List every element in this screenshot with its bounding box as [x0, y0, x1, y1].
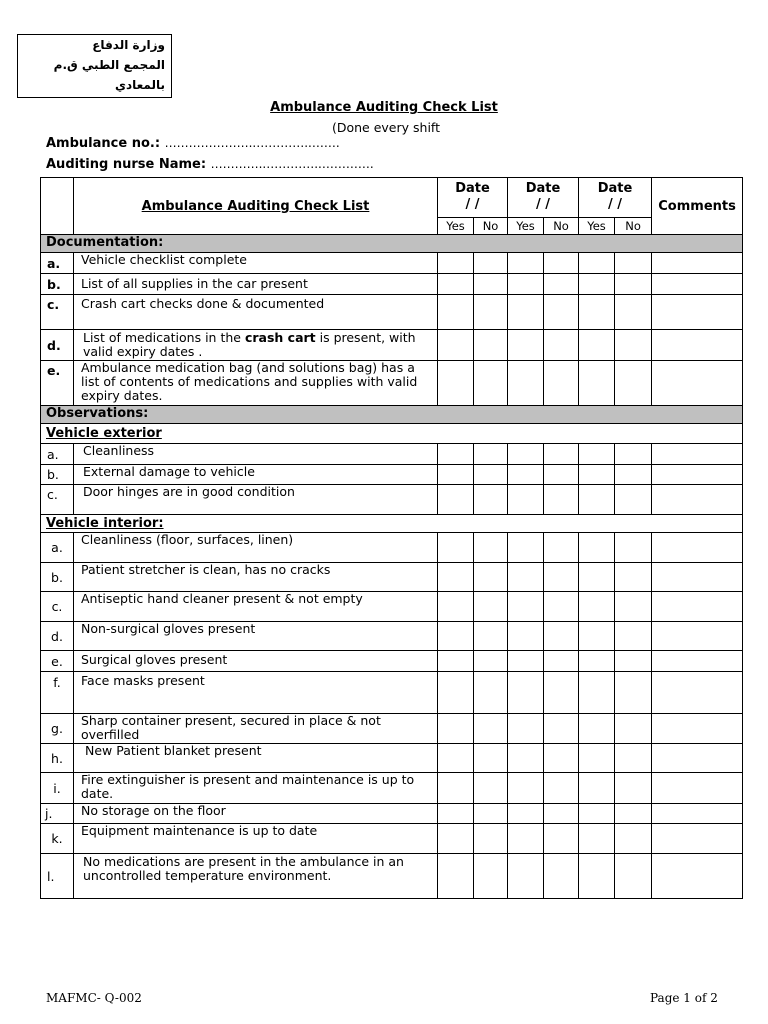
yes-checkbox-cell[interactable]	[579, 444, 615, 465]
item-text: Fire extinguisher is present and maintenance is up to date.	[74, 773, 438, 804]
table-header-title: Ambulance Auditing Check List	[74, 178, 438, 235]
item-letter: e.	[41, 361, 74, 406]
item-text: Non-surgical gloves present	[74, 622, 438, 651]
no-checkbox-cell[interactable]	[615, 274, 652, 295]
yes-checkbox-cell[interactable]	[438, 253, 474, 274]
no-checkbox-cell[interactable]	[544, 563, 579, 592]
comment-cell[interactable]	[652, 563, 743, 592]
item-text: Sharp container present, secured in place & not overfilled	[74, 714, 438, 744]
item-letter: b.	[41, 274, 74, 295]
table-row	[41, 253, 743, 274]
no-checkbox-cell[interactable]	[615, 465, 652, 485]
no-checkbox-cell[interactable]	[474, 465, 508, 485]
yes-checkbox-cell[interactable]	[579, 295, 615, 330]
yes-checkbox-cell[interactable]	[438, 592, 474, 622]
no-checkbox-cell[interactable]	[615, 563, 652, 592]
no-checkbox-cell[interactable]	[544, 361, 579, 406]
date-header-2	[508, 178, 579, 218]
yes-header: Yes	[438, 218, 474, 235]
yes-checkbox-cell[interactable]	[438, 804, 474, 824]
item-text: Crash cart checks done & documented	[74, 295, 438, 330]
table-row	[41, 330, 743, 361]
no-checkbox-cell[interactable]	[544, 773, 579, 804]
comments-header: Comments	[652, 178, 743, 235]
no-checkbox-cell[interactable]	[474, 672, 508, 714]
comment-cell[interactable]	[652, 361, 743, 406]
comment-cell[interactable]	[652, 274, 743, 295]
ambulance-no-blank: …………………..…………..…….	[164, 136, 340, 150]
item-text: Equipment maintenance is up to date	[74, 824, 438, 854]
subsection-row	[41, 515, 743, 533]
table-row	[41, 274, 743, 295]
item-text-part: List of medications in the	[83, 330, 245, 345]
item-letter: c.	[41, 592, 74, 622]
comment-cell[interactable]	[652, 714, 743, 744]
no-checkbox-cell[interactable]	[474, 330, 508, 361]
yes-checkbox-cell[interactable]	[508, 295, 544, 330]
ministry-header-box	[17, 34, 172, 98]
item-letter: d.	[41, 622, 74, 651]
comment-cell[interactable]	[652, 824, 743, 854]
yes-checkbox-cell[interactable]	[579, 824, 615, 854]
comment-cell[interactable]	[652, 465, 743, 485]
ministry-line-2: المجمع الطبي ق.م	[53, 58, 165, 72]
yes-checkbox-cell[interactable]	[438, 651, 474, 672]
yes-checkbox-cell[interactable]	[579, 854, 615, 899]
comment-cell[interactable]	[652, 533, 743, 563]
table-row	[41, 824, 743, 854]
table-row	[41, 744, 743, 773]
observations-heading: Observations:	[41, 406, 743, 424]
yes-checkbox-cell[interactable]	[508, 253, 544, 274]
comment-cell[interactable]	[652, 854, 743, 899]
item-letter: a.	[41, 253, 74, 274]
no-checkbox-cell[interactable]	[544, 744, 579, 773]
table-row	[41, 672, 743, 714]
yes-checkbox-cell[interactable]	[579, 465, 615, 485]
nurse-name-field	[46, 157, 374, 172]
yes-checkbox-cell[interactable]	[579, 672, 615, 714]
item-letter: c.	[41, 295, 74, 330]
comment-cell[interactable]	[652, 295, 743, 330]
yes-checkbox-cell[interactable]	[438, 361, 474, 406]
no-checkbox-cell[interactable]	[544, 651, 579, 672]
item-letter: d.	[41, 330, 74, 361]
item-text: Surgical gloves present	[74, 651, 438, 672]
no-checkbox-cell[interactable]	[474, 714, 508, 744]
comment-cell[interactable]	[652, 651, 743, 672]
no-checkbox-cell[interactable]	[615, 651, 652, 672]
yes-checkbox-cell[interactable]	[508, 533, 544, 563]
no-checkbox-cell[interactable]	[474, 854, 508, 899]
yes-checkbox-cell[interactable]	[438, 854, 474, 899]
item-text: New Patient blanket present	[74, 744, 438, 773]
comment-cell[interactable]	[652, 592, 743, 622]
no-checkbox-cell[interactable]	[474, 253, 508, 274]
table-row	[41, 465, 743, 485]
yes-checkbox-cell[interactable]	[438, 824, 474, 854]
date-slashes: / /	[608, 197, 623, 212]
item-text: Ambulance medication bag (and solutions bag) has a list of contents of medications and supplies with valid expiry dates.	[74, 361, 438, 406]
no-checkbox-cell[interactable]	[544, 672, 579, 714]
yes-checkbox-cell[interactable]	[508, 444, 544, 465]
no-checkbox-cell[interactable]	[615, 744, 652, 773]
ministry-line-3: بالمعادي	[115, 78, 165, 92]
yes-checkbox-cell[interactable]	[438, 744, 474, 773]
comment-cell[interactable]	[652, 672, 743, 714]
yes-checkbox-cell[interactable]	[508, 465, 544, 485]
no-checkbox-cell[interactable]	[615, 824, 652, 854]
table-row	[41, 592, 743, 622]
item-letter: i.	[41, 773, 74, 804]
yes-checkbox-cell[interactable]	[438, 563, 474, 592]
section-row	[41, 406, 743, 424]
no-checkbox-cell[interactable]	[615, 253, 652, 274]
item-letter: j.	[41, 804, 74, 824]
item-text-bold: crash cart	[244, 330, 316, 345]
subsection-row	[41, 424, 743, 444]
yes-checkbox-cell[interactable]	[438, 485, 474, 515]
no-checkbox-cell[interactable]	[474, 744, 508, 773]
date-label: Date	[597, 181, 633, 196]
yes-checkbox-cell[interactable]	[579, 744, 615, 773]
yes-checkbox-cell[interactable]	[508, 485, 544, 515]
yes-checkbox-cell[interactable]	[508, 804, 544, 824]
yes-checkbox-cell[interactable]	[438, 622, 474, 651]
table-header-row	[41, 178, 743, 218]
yes-checkbox-cell[interactable]	[579, 330, 615, 361]
table-row	[41, 651, 743, 672]
yes-checkbox-cell[interactable]	[579, 651, 615, 672]
yes-checkbox-cell[interactable]	[579, 274, 615, 295]
yes-checkbox-cell[interactable]	[579, 253, 615, 274]
no-checkbox-cell[interactable]	[544, 274, 579, 295]
item-text: Cleanliness	[74, 444, 438, 465]
no-checkbox-cell[interactable]	[615, 485, 652, 515]
no-checkbox-cell[interactable]	[544, 592, 579, 622]
yes-checkbox-cell[interactable]	[508, 330, 544, 361]
no-checkbox-cell[interactable]	[474, 274, 508, 295]
page-subtitle: (Done every shift	[331, 120, 440, 135]
item-letter: h.	[41, 744, 74, 773]
no-checkbox-cell[interactable]	[474, 804, 508, 824]
yes-checkbox-cell[interactable]	[508, 361, 544, 406]
no-checkbox-cell[interactable]	[615, 622, 652, 651]
no-header: No	[615, 218, 652, 235]
no-checkbox-cell[interactable]	[474, 563, 508, 592]
comment-cell[interactable]	[652, 485, 743, 515]
yes-checkbox-cell[interactable]	[438, 714, 474, 744]
yes-checkbox-cell[interactable]	[579, 485, 615, 515]
item-text: No medications are present in the ambulance in an uncontrolled temperature environment.	[74, 854, 438, 899]
no-checkbox-cell[interactable]	[544, 465, 579, 485]
comment-cell[interactable]	[652, 622, 743, 651]
date-label: Date	[455, 181, 490, 196]
date-header-1	[438, 178, 508, 218]
nurse-name-label: Auditing nurse Name:	[46, 157, 207, 172]
item-letter: g.	[41, 714, 74, 744]
no-checkbox-cell[interactable]	[544, 854, 579, 899]
no-checkbox-cell[interactable]	[615, 854, 652, 899]
yes-header: Yes	[508, 218, 544, 235]
item-letter: a.	[41, 444, 74, 465]
no-checkbox-cell[interactable]	[474, 824, 508, 854]
ambulance-no-field	[46, 136, 340, 151]
table-row	[41, 485, 743, 515]
comment-cell[interactable]	[652, 444, 743, 465]
yes-checkbox-cell[interactable]	[579, 622, 615, 651]
no-checkbox-cell[interactable]	[474, 622, 508, 651]
comment-cell[interactable]	[652, 744, 743, 773]
yes-checkbox-cell[interactable]	[508, 854, 544, 899]
table-row	[41, 295, 743, 330]
item-text	[74, 330, 438, 361]
item-letter: b.	[41, 465, 74, 485]
no-checkbox-cell[interactable]	[544, 444, 579, 465]
page-number: Page 1 of 2	[650, 991, 718, 1005]
yes-checkbox-cell[interactable]	[579, 361, 615, 406]
yes-checkbox-cell[interactable]	[438, 773, 474, 804]
yes-checkbox-cell[interactable]	[438, 465, 474, 485]
no-checkbox-cell[interactable]	[615, 773, 652, 804]
yes-header: Yes	[579, 218, 615, 235]
item-letter: c.	[41, 485, 74, 515]
yes-checkbox-cell[interactable]	[508, 773, 544, 804]
yes-checkbox-cell[interactable]	[508, 714, 544, 744]
table-row	[41, 444, 743, 465]
no-checkbox-cell[interactable]	[474, 533, 508, 563]
yes-checkbox-cell[interactable]	[508, 622, 544, 651]
comment-cell[interactable]	[652, 804, 743, 824]
yes-checkbox-cell[interactable]	[508, 563, 544, 592]
table-row	[41, 804, 743, 824]
yes-checkbox-cell[interactable]	[579, 533, 615, 563]
no-checkbox-cell[interactable]	[615, 714, 652, 744]
yes-checkbox-cell[interactable]	[579, 563, 615, 592]
yes-checkbox-cell[interactable]	[579, 804, 615, 824]
no-checkbox-cell[interactable]	[544, 253, 579, 274]
no-checkbox-cell[interactable]	[474, 444, 508, 465]
comment-cell[interactable]	[652, 773, 743, 804]
no-header: No	[544, 218, 579, 235]
no-checkbox-cell[interactable]	[474, 592, 508, 622]
no-checkbox-cell[interactable]	[544, 485, 579, 515]
yes-checkbox-cell[interactable]	[438, 672, 474, 714]
item-letter: l.	[41, 854, 74, 899]
no-checkbox-cell[interactable]	[544, 330, 579, 361]
table-row	[41, 622, 743, 651]
item-text: Door hinges are in good condition	[74, 485, 438, 515]
no-checkbox-cell[interactable]	[474, 485, 508, 515]
vehicle-exterior-heading: Vehicle exterior	[41, 424, 743, 444]
item-text-part: is present, with valid expiry dates .	[83, 330, 416, 359]
yes-checkbox-cell[interactable]	[438, 274, 474, 295]
no-checkbox-cell[interactable]	[474, 651, 508, 672]
item-text: External damage to vehicle	[74, 465, 438, 485]
no-checkbox-cell[interactable]	[544, 824, 579, 854]
item-text: Vehicle checklist complete	[74, 253, 438, 274]
yes-checkbox-cell[interactable]	[438, 295, 474, 330]
no-checkbox-cell[interactable]	[544, 295, 579, 330]
item-text: Cleanliness (floor, surfaces, linen)	[74, 533, 438, 563]
yes-checkbox-cell[interactable]	[438, 330, 474, 361]
ambulance-no-label: Ambulance no.:	[46, 136, 161, 151]
no-checkbox-cell[interactable]	[544, 714, 579, 744]
yes-checkbox-cell[interactable]	[508, 592, 544, 622]
table-row	[41, 533, 743, 563]
no-checkbox-cell[interactable]	[615, 330, 652, 361]
checklist-table	[40, 177, 743, 899]
ministry-line-1: وزارة الدفاع	[92, 38, 165, 52]
table-row	[41, 361, 743, 406]
date-label: Date	[525, 181, 561, 196]
yes-checkbox-cell[interactable]	[579, 592, 615, 622]
comment-cell[interactable]	[652, 330, 743, 361]
no-checkbox-cell[interactable]	[615, 592, 652, 622]
yes-checkbox-cell[interactable]	[508, 672, 544, 714]
item-letter: b.	[41, 563, 74, 592]
yes-checkbox-cell[interactable]	[579, 714, 615, 744]
item-text: Face masks present	[74, 672, 438, 714]
no-checkbox-cell[interactable]	[474, 295, 508, 330]
nurse-name-blank: …………..…………..………….	[210, 157, 374, 171]
document-code: MAFMC- Q-002	[46, 991, 142, 1005]
table-row	[41, 714, 743, 744]
no-header: No	[474, 218, 508, 235]
table-row	[41, 854, 743, 899]
vehicle-interior-heading: Vehicle interior:	[41, 515, 743, 533]
no-checkbox-cell[interactable]	[474, 773, 508, 804]
yes-checkbox-cell[interactable]	[508, 651, 544, 672]
date-slashes: / /	[465, 197, 480, 212]
yes-checkbox-cell[interactable]	[579, 773, 615, 804]
documentation-heading: Documentation:	[41, 235, 743, 253]
table-row	[41, 773, 743, 804]
no-checkbox-cell[interactable]	[544, 804, 579, 824]
yes-checkbox-cell[interactable]	[508, 824, 544, 854]
item-text: No storage on the floor	[74, 804, 438, 824]
item-letter: a.	[41, 533, 74, 563]
item-letter: e.	[41, 651, 74, 672]
item-text: List of all supplies in the car present	[74, 274, 438, 295]
no-checkbox-cell[interactable]	[615, 533, 652, 563]
yes-checkbox-cell[interactable]	[438, 444, 474, 465]
date-slashes: / /	[536, 197, 551, 212]
no-checkbox-cell[interactable]	[615, 672, 652, 714]
no-checkbox-cell[interactable]	[615, 804, 652, 824]
no-checkbox-cell[interactable]	[544, 622, 579, 651]
no-checkbox-cell[interactable]	[474, 361, 508, 406]
header-blank-cell	[41, 178, 74, 235]
date-header-3	[579, 178, 652, 218]
item-letter: k.	[41, 824, 74, 854]
item-text: Antiseptic hand cleaner present & not empty	[74, 592, 438, 622]
item-letter: f.	[41, 672, 74, 714]
no-checkbox-cell[interactable]	[544, 533, 579, 563]
no-checkbox-cell[interactable]	[615, 444, 652, 465]
no-checkbox-cell[interactable]	[615, 295, 652, 330]
item-text: Patient stretcher is clean, has no cracks	[74, 563, 438, 592]
yes-checkbox-cell[interactable]	[508, 744, 544, 773]
table-row	[41, 563, 743, 592]
yes-checkbox-cell[interactable]	[438, 533, 474, 563]
section-row	[41, 235, 743, 253]
comment-cell[interactable]	[652, 253, 743, 274]
page-title: Ambulance Auditing Check List	[270, 100, 498, 115]
no-checkbox-cell[interactable]	[615, 361, 652, 406]
yes-checkbox-cell[interactable]	[508, 274, 544, 295]
